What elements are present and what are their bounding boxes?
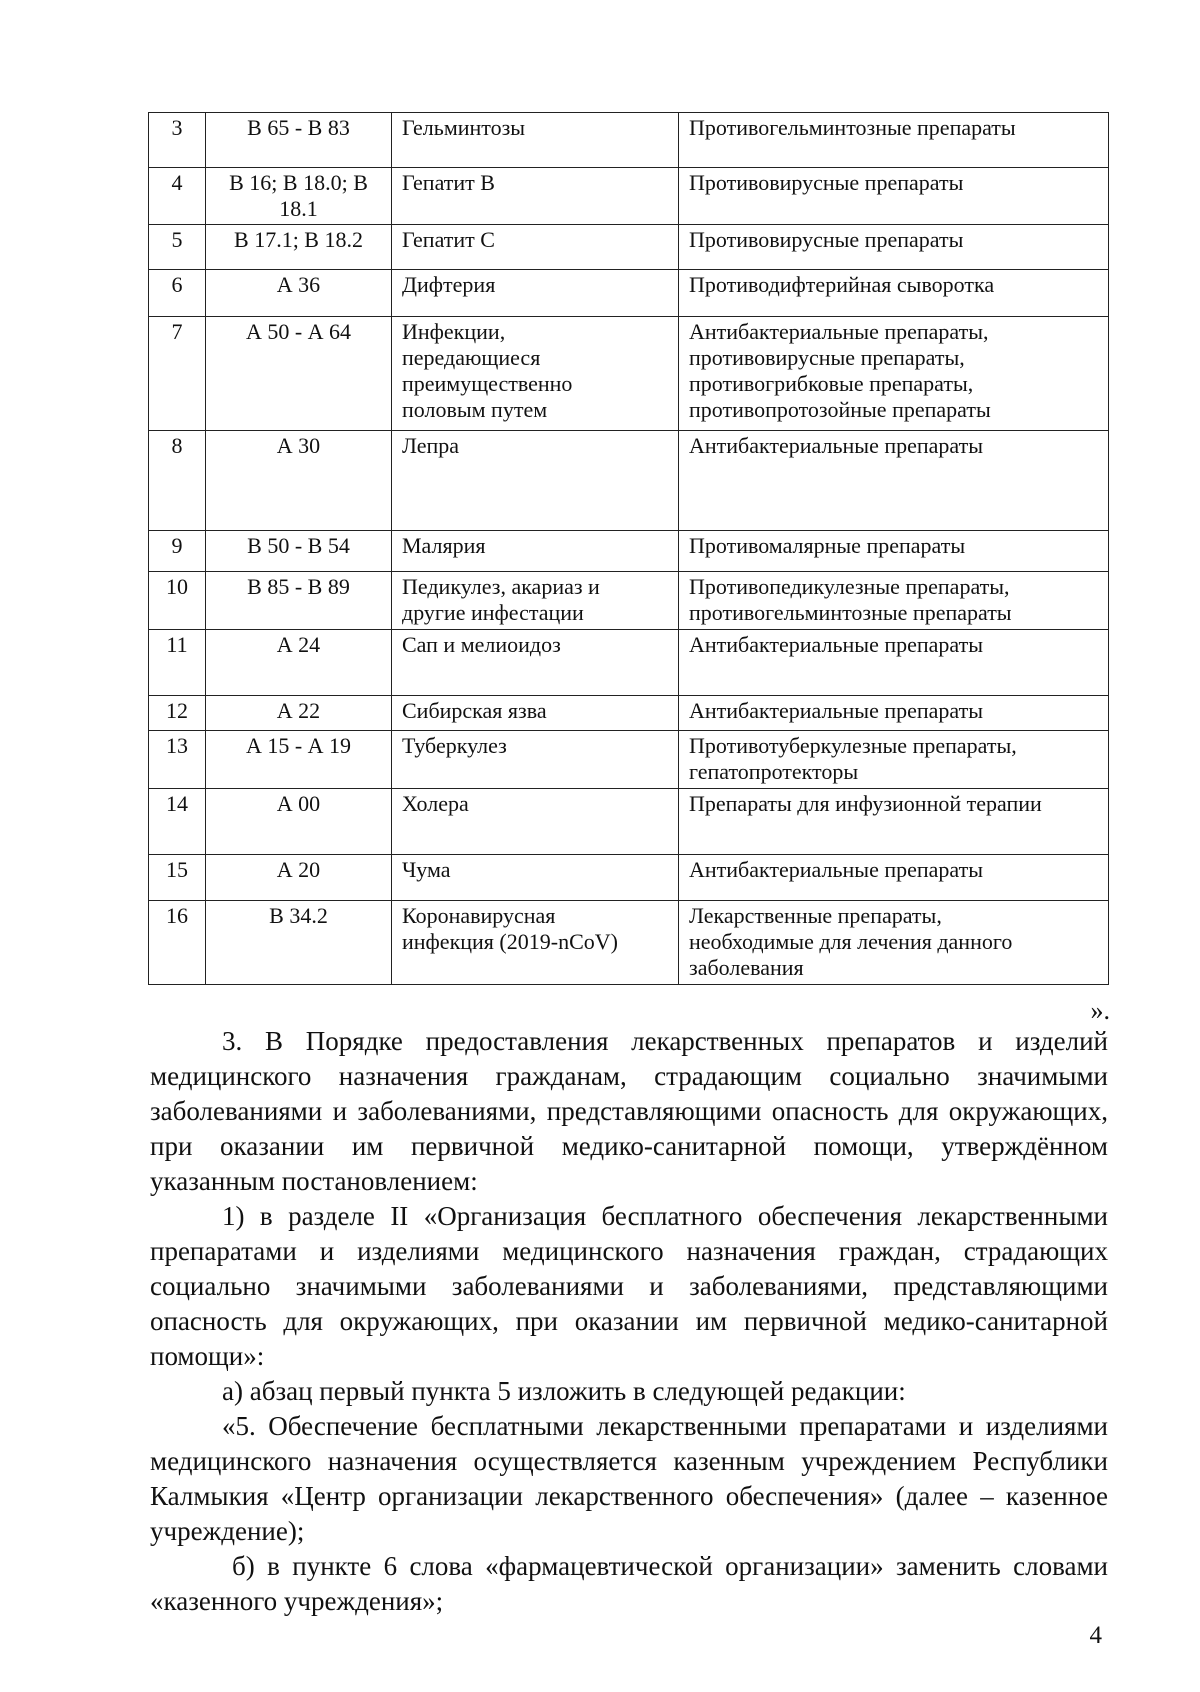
table-row	[149, 855, 1109, 901]
icd-code-line: А 00	[276, 791, 321, 816]
drug-group	[679, 696, 1109, 731]
icd-code-line: А 36	[276, 272, 321, 297]
icd-code	[206, 572, 392, 630]
icd-code-line: В 16; В 18.0; В	[229, 170, 368, 195]
drug-group-line: Препараты для инфузионной терапии	[689, 791, 1042, 816]
disease-name	[392, 113, 679, 168]
disease-name-line: Лепра	[402, 433, 460, 458]
disease-name	[392, 696, 679, 731]
disease-name-line: Холера	[402, 791, 469, 816]
icd-code-line: А 50 - А 64	[245, 319, 352, 344]
row-number	[149, 572, 206, 630]
drug-group-line: Лекарственные препараты,	[689, 903, 942, 928]
row-number-line: 14	[166, 791, 188, 816]
row-number-line: 15	[166, 857, 188, 882]
drug-group	[679, 731, 1109, 789]
disease-name-line: Сап и мелиоидоз	[402, 632, 561, 657]
icd-code-line: В 17.1; В 18.2	[234, 227, 363, 252]
drug-group	[679, 855, 1109, 901]
icd-code-line: В 50 - В 54	[247, 533, 350, 558]
row-number-line: 7	[171, 319, 183, 344]
disease-name	[392, 270, 679, 317]
disease-name	[392, 317, 679, 431]
disease-name	[392, 855, 679, 901]
row-number-line: 9	[171, 533, 183, 558]
table-row	[149, 731, 1109, 789]
icd-code-line: В 85 - В 89	[247, 574, 350, 599]
row-number-line: 12	[166, 698, 188, 723]
row-number	[149, 225, 206, 270]
drug-group	[679, 113, 1109, 168]
disease-name-line: половым путем	[402, 397, 548, 422]
disease-name-line: Сибирская язва	[402, 698, 547, 723]
drug-group-line: заболевания	[689, 955, 804, 980]
disease-name-line: Чума	[402, 857, 451, 882]
table-row	[149, 317, 1109, 431]
disease-name-line: преимущественно	[402, 371, 573, 396]
drug-group-line: Противовирусные препараты	[689, 170, 964, 195]
drug-group-line: Противогельминтозные препараты	[689, 115, 1016, 140]
icd-code-line: А 20	[276, 857, 321, 882]
table-row	[149, 789, 1109, 855]
row-number	[149, 317, 206, 431]
row-number	[149, 731, 206, 789]
row-number-line: 16	[166, 903, 188, 928]
table-body	[149, 113, 1109, 985]
icd-code	[206, 531, 392, 572]
drug-group-line: Противодифтерийная сыворотка	[689, 272, 995, 297]
drug-group-line: гепатопротекторы	[689, 759, 859, 784]
icd-code	[206, 630, 392, 696]
table-row	[149, 572, 1109, 630]
disease-name	[392, 431, 679, 531]
icd-code-line: А 30	[276, 433, 321, 458]
icd-code	[206, 731, 392, 789]
row-number	[149, 113, 206, 168]
disease-drug-table	[148, 112, 1109, 985]
disease-name-line: Малярия	[402, 533, 486, 558]
row-number-line: 5	[171, 227, 183, 252]
disease-name-line: Педикулез, акариаз и	[402, 574, 600, 599]
row-number	[149, 901, 206, 985]
closing-quote: ».	[1090, 996, 1110, 1025]
page-number: 4	[1089, 1622, 1102, 1649]
icd-code-line: А 15 - А 19	[245, 733, 352, 758]
drug-group-line: Противотуберкулезные препараты,	[689, 733, 1017, 758]
disease-name-line: Инфекции,	[402, 319, 506, 344]
body-text	[150, 1024, 1108, 1619]
disease-name-line: Дифтерия	[402, 272, 496, 297]
paragraph-section-2: 1) в разделе II «Организация бесплатного обеспечения лекарственными препаратами и изделиями медицинского назначения граждан, страдающих социально значимыми заболеваниями и заболеваниями, представляющими опасность для окружающих, при оказании им первичной медико-санитарной помощи»:	[150, 1201, 1108, 1371]
disease-name	[392, 731, 679, 789]
drug-group	[679, 431, 1109, 531]
disease-name	[392, 225, 679, 270]
table-row	[149, 225, 1109, 270]
table-row	[149, 531, 1109, 572]
icd-code	[206, 696, 392, 731]
drug-group-line: Антибактериальные препараты	[689, 632, 984, 657]
row-number	[149, 855, 206, 901]
icd-code	[206, 855, 392, 901]
drug-group-line: необходимые для лечения данного	[689, 929, 1013, 954]
drug-group-line: Противомалярные препараты	[689, 533, 966, 558]
drug-group-line: противогрибковые препараты,	[689, 371, 974, 396]
drug-group	[679, 225, 1109, 270]
drug-group-line: Антибактериальные препараты	[689, 433, 984, 458]
drug-group-line: противопротозойные препараты	[689, 397, 991, 422]
drug-group	[679, 317, 1109, 431]
table-row	[149, 696, 1109, 731]
drug-group	[679, 901, 1109, 985]
icd-code-line: В 34.2	[269, 903, 328, 928]
row-number	[149, 630, 206, 696]
row-number	[149, 270, 206, 317]
icd-code-line: В 65 - В 83	[247, 115, 350, 140]
row-number-line: 6	[171, 272, 183, 297]
icd-code	[206, 789, 392, 855]
row-number	[149, 531, 206, 572]
disease-name-line: Гепатит В	[402, 170, 495, 195]
icd-code	[206, 901, 392, 985]
disease-name-line: передающиеся	[402, 345, 541, 370]
drug-group	[679, 270, 1109, 317]
disease-name-line: Гепатит С	[402, 227, 495, 252]
icd-code-line: 18.1	[279, 196, 318, 221]
disease-name-line: Гельминтозы	[402, 115, 526, 140]
drug-group	[679, 630, 1109, 696]
drug-group-line: противовирусные препараты,	[689, 345, 965, 370]
row-number	[149, 431, 206, 531]
drug-group	[679, 789, 1109, 855]
row-number-line: 13	[166, 733, 188, 758]
table-row	[149, 113, 1109, 168]
drug-group-line: Антибактериальные препараты	[689, 698, 984, 723]
table-row	[149, 168, 1109, 225]
drug-group	[679, 531, 1109, 572]
drug-group-line: Противопедикулезные препараты,	[689, 574, 1010, 599]
row-number-line: 3	[171, 115, 183, 140]
drug-group	[679, 572, 1109, 630]
row-number-line: 8	[171, 433, 183, 458]
row-number	[149, 168, 206, 225]
table-row	[149, 431, 1109, 531]
row-number-line: 10	[166, 574, 188, 599]
icd-code	[206, 317, 392, 431]
icd-code	[206, 431, 392, 531]
table-row	[149, 901, 1109, 985]
disease-name	[392, 168, 679, 225]
paragraph-a: а) абзац первый пункта 5 изложить в следующей редакции:	[222, 1376, 906, 1406]
table-row	[149, 270, 1109, 317]
disease-name	[392, 572, 679, 630]
disease-name-line: другие инфестации	[402, 600, 584, 625]
icd-code	[206, 225, 392, 270]
drug-group-line: Антибактериальные препараты,	[689, 319, 989, 344]
disease-name	[392, 531, 679, 572]
disease-name-line: инфекция (2019-nCoV)	[402, 929, 618, 954]
paragraph-point-5: «5. Обеспечение бесплатными лекарственными препаратами и изделиями медицинского назначения осуществляется казенным учреждением Республики Калмыкия «Центр организации лекарственного обеспечения» (далее – казенное учреждение);	[150, 1411, 1108, 1546]
disease-name	[392, 630, 679, 696]
row-number	[149, 696, 206, 731]
drug-group-line: Антибактериальные препараты	[689, 857, 984, 882]
row-number	[149, 789, 206, 855]
paragraph-b: б) в пункте 6 слова «фармацевтической организации» заменить словами «казенного учреждения»;	[150, 1551, 1108, 1616]
drug-group-line: Противовирусные препараты	[689, 227, 964, 252]
paragraph-3: 3. В Порядке предоставления лекарственных препаратов и изделий медицинского назначения гражданам, страдающим социально значимыми заболеваниями и заболеваниями, представляющими опасность для окружающих, при оказании им первичной медико-санитарной помощи, утверждённом указанным постановлением:	[150, 1026, 1108, 1196]
icd-code	[206, 270, 392, 317]
table-row	[149, 630, 1109, 696]
icd-code-line: А 22	[276, 698, 321, 723]
disease-name	[392, 901, 679, 985]
row-number-line: 4	[171, 170, 183, 195]
icd-code	[206, 168, 392, 225]
disease-name	[392, 789, 679, 855]
icd-code	[206, 113, 392, 168]
disease-name-line: Коронавирусная	[402, 903, 556, 928]
icd-code-line: А 24	[276, 632, 321, 657]
drug-group-line: противогельминтозные препараты	[689, 600, 1012, 625]
row-number-line: 11	[166, 632, 188, 657]
drug-group	[679, 168, 1109, 225]
disease-name-line: Туберкулез	[402, 733, 507, 758]
